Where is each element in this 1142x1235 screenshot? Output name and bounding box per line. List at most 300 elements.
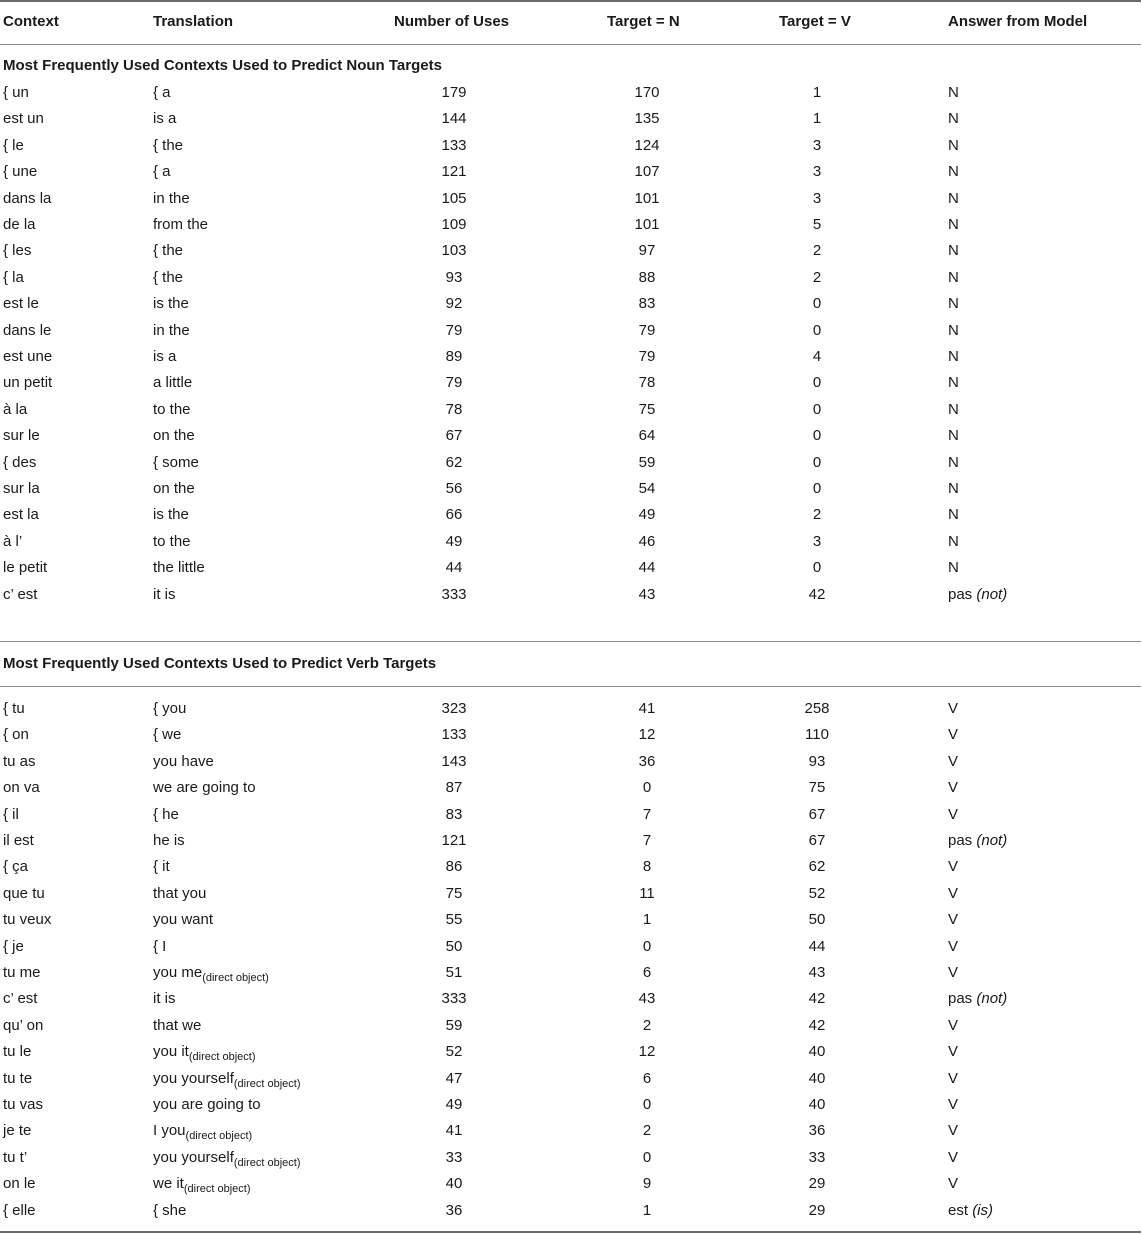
target-v-cell: 67	[808, 805, 826, 823]
context-cell: on va	[3, 779, 40, 797]
translation-cell	[153, 133, 183, 159]
answer-cell	[948, 934, 958, 960]
answer-cell	[948, 291, 959, 317]
answer-cell	[948, 159, 959, 185]
table-row	[0, 133, 1142, 159]
target-n-cell: 0	[642, 1096, 652, 1113]
answer-cell	[948, 1066, 958, 1092]
header-target-v: Target = V	[779, 13, 851, 30]
target-v-cell: 33	[808, 1148, 826, 1166]
table-bottom-rule	[0, 1231, 1141, 1233]
header-target-n: Target = N	[607, 13, 680, 30]
translation-cell	[153, 370, 192, 396]
number-of-uses-cell: 333	[441, 990, 467, 1008]
translation-text: he is	[153, 832, 185, 849]
table-row	[0, 722, 1142, 748]
context-cell: tu t’	[3, 1148, 28, 1166]
target-n-cell: 79	[638, 348, 656, 365]
answer-text: V	[948, 1148, 959, 1166]
target-v-cell: 29	[808, 1175, 826, 1193]
target-v-cell: 40	[808, 1043, 826, 1061]
translation-text: from the	[153, 216, 209, 233]
translation-cell	[153, 1013, 201, 1039]
number-of-uses-cell: 79	[445, 374, 463, 392]
target-n-cell: 46	[638, 532, 656, 550]
target-v-cell: 2	[812, 268, 822, 286]
number-of-uses-cell: 121	[441, 163, 467, 181]
number-of-uses-cell: 89	[445, 348, 463, 365]
number-of-uses-cell: 52	[445, 1043, 463, 1061]
number-of-uses-cell: 323	[441, 700, 467, 717]
answer-text: V	[948, 964, 959, 981]
answer-cell	[948, 582, 1007, 608]
translation-cell	[153, 265, 183, 291]
target-n-cell: 0	[642, 779, 652, 797]
target-v-cell: 42	[808, 1016, 826, 1034]
answer-cell	[948, 370, 959, 396]
translation-text: we are going to	[153, 779, 256, 797]
answer-cell	[948, 696, 958, 722]
context-cell: de la	[3, 216, 36, 233]
context-cell: tu te	[3, 1069, 33, 1087]
translation-cell	[153, 318, 190, 344]
translation-cell	[153, 802, 179, 828]
target-v-cell: 0	[812, 295, 822, 313]
translation-cell	[153, 907, 213, 933]
number-of-uses-cell: 78	[445, 400, 463, 418]
table-header-row	[0, 9, 1142, 35]
number-of-uses-cell: 103	[441, 242, 467, 260]
table-row	[0, 344, 1142, 370]
target-v-cell: 258	[804, 700, 830, 717]
answer-text: V	[948, 937, 959, 955]
translation-cell	[153, 1092, 261, 1118]
table-row	[0, 186, 1142, 212]
answer-text: V	[948, 1175, 959, 1193]
answer-cell	[948, 476, 959, 502]
context-cell: est la	[3, 506, 39, 524]
answer-cell	[948, 854, 958, 880]
number-of-uses-cell: 79	[445, 321, 463, 339]
answer-text: N	[948, 189, 959, 207]
answer-text: N	[948, 427, 959, 445]
target-n-cell: 88	[638, 268, 656, 286]
table-row	[0, 828, 1142, 854]
header-rule	[0, 44, 1141, 45]
answer-cell	[948, 907, 958, 933]
translation-subscript: (direct object)	[202, 972, 269, 984]
answer-cell	[948, 1039, 958, 1065]
target-n-cell: 41	[638, 700, 656, 717]
translation-cell	[153, 212, 208, 238]
answer-cell	[948, 265, 959, 291]
target-v-cell: 0	[812, 321, 822, 339]
translation-subscript: (direct object)	[233, 1156, 301, 1169]
context-cell: { je	[3, 937, 24, 955]
translation-text: { you	[153, 700, 187, 717]
answer-text: N	[948, 268, 959, 286]
answer-cell	[948, 106, 959, 132]
translation-text: it is	[153, 585, 176, 603]
answer-cell	[948, 1171, 958, 1197]
answer-cell	[948, 749, 958, 775]
table-row	[0, 450, 1142, 476]
number-of-uses-cell: 55	[445, 911, 463, 929]
target-n-cell: 101	[634, 189, 660, 207]
answer-text: V	[948, 1069, 959, 1087]
answer-text: pas	[948, 832, 977, 849]
translation-cell	[153, 80, 171, 106]
answer-cell	[948, 722, 958, 748]
table-row	[0, 582, 1142, 608]
table-row	[0, 986, 1142, 1012]
table-row	[0, 80, 1142, 106]
target-v-cell: 110	[805, 726, 829, 744]
target-v-cell: 40	[808, 1069, 826, 1087]
number-of-uses-cell: 56	[445, 480, 463, 497]
target-v-cell: 0	[812, 453, 822, 471]
target-n-cell: 135	[634, 110, 660, 128]
answer-gloss: (is)	[972, 1201, 994, 1219]
translation-text: { it	[153, 858, 170, 876]
table-row	[0, 397, 1142, 423]
translation-text: { I	[153, 937, 167, 955]
context-cell: c’ est	[3, 990, 38, 1008]
translation-text: on the	[153, 427, 195, 445]
target-n-cell: 1	[642, 911, 652, 929]
answer-text: N	[948, 110, 959, 128]
table-row	[0, 291, 1142, 317]
number-of-uses-cell: 143	[441, 752, 467, 770]
translation-text: on the	[153, 480, 195, 497]
target-v-cell: 0	[812, 559, 822, 577]
target-v-cell: 42	[808, 990, 826, 1008]
context-cell: que tu	[3, 884, 45, 902]
answer-text: N	[948, 242, 959, 260]
context-cell: c’ est	[3, 585, 38, 603]
answer-cell	[948, 1145, 958, 1171]
translation-text: you are going to	[153, 1096, 261, 1113]
number-of-uses-cell: 50	[445, 937, 463, 955]
number-of-uses-cell: 47	[445, 1069, 463, 1087]
target-v-cell: 40	[808, 1096, 826, 1113]
answer-text: V	[948, 726, 959, 744]
target-n-cell: 0	[642, 937, 652, 955]
target-n-cell: 170	[634, 84, 660, 101]
target-n-cell: 12	[638, 726, 656, 744]
translation-subscript: (direct object)	[185, 1130, 253, 1143]
table-row	[0, 696, 1142, 722]
answer-text: N	[948, 348, 959, 365]
translation-text: { the	[153, 268, 184, 286]
target-n-cell: 7	[642, 805, 652, 823]
target-n-cell: 6	[642, 1069, 652, 1087]
target-n-cell: 7	[642, 832, 652, 849]
context-cell: { la	[3, 268, 24, 286]
target-n-cell: 79	[638, 321, 656, 339]
answer-text: N	[948, 506, 959, 524]
context-cell: { les	[3, 242, 32, 260]
translation-text: { he	[153, 805, 179, 823]
answer-cell	[948, 986, 1007, 1012]
translation-text: the little	[153, 559, 205, 577]
target-v-cell: 2	[812, 506, 822, 524]
translation-text: it is	[153, 990, 176, 1008]
answer-cell	[948, 423, 959, 449]
translation-text: a little	[153, 374, 193, 392]
table-row	[0, 265, 1142, 291]
translation-cell	[153, 476, 195, 502]
translation-cell	[153, 159, 171, 185]
target-v-cell: 0	[812, 427, 822, 445]
target-n-cell: 36	[638, 752, 656, 770]
answer-cell	[948, 960, 958, 986]
target-v-cell: 2	[812, 242, 822, 260]
context-cell: je te	[3, 1122, 32, 1140]
answer-cell	[948, 186, 959, 212]
context-cell: sur la	[3, 480, 40, 497]
number-of-uses-cell: 49	[445, 1096, 463, 1113]
translation-text: to the	[153, 400, 191, 418]
target-n-cell: 124	[634, 136, 660, 154]
answer-gloss: (not)	[976, 990, 1008, 1008]
answer-text: V	[948, 858, 959, 876]
table-row	[0, 1013, 1142, 1039]
number-of-uses-cell: 92	[445, 295, 463, 313]
translation-text: { a	[153, 84, 171, 101]
translation-text: { we	[153, 726, 182, 744]
context-cell: il est	[3, 832, 34, 849]
answer-cell	[948, 1092, 958, 1118]
target-n-cell: 9	[642, 1175, 652, 1193]
answer-text: N	[948, 216, 959, 233]
answer-text: N	[948, 453, 959, 471]
translation-text: in the	[153, 189, 190, 207]
header-context: Context	[3, 13, 59, 30]
translation-subscript: (direct object)	[183, 1183, 251, 1196]
context-cell: est un	[3, 110, 44, 128]
context-cell: un petit	[3, 374, 53, 392]
answer-cell	[948, 529, 959, 555]
translation-cell	[153, 749, 214, 775]
target-n-cell: 75	[638, 400, 656, 418]
answer-text: N	[948, 374, 959, 392]
table-row	[0, 881, 1142, 907]
table-row	[0, 476, 1142, 502]
target-n-cell: 12	[638, 1043, 656, 1061]
translation-text: you yourself	[153, 1069, 234, 1087]
target-v-cell: 62	[808, 858, 826, 876]
context-cell: à la	[3, 400, 28, 418]
translation-cell	[153, 423, 195, 449]
answer-text: pas	[948, 585, 977, 603]
target-n-cell: 101	[634, 216, 660, 233]
number-of-uses-cell: 66	[445, 506, 463, 524]
table-row	[0, 529, 1142, 555]
number-of-uses-cell: 83	[445, 805, 463, 823]
translation-text: you have	[153, 752, 214, 770]
translation-cell	[153, 881, 206, 907]
context-cell: dans la	[3, 189, 52, 207]
translation-text: in the	[153, 321, 190, 339]
context-cell: on le	[3, 1175, 36, 1193]
table-row	[0, 907, 1142, 933]
context-cell: tu veux	[3, 911, 52, 929]
answer-text: V	[948, 884, 959, 902]
table-row	[0, 1198, 1142, 1224]
target-n-cell: 11	[639, 884, 655, 902]
target-v-cell: 0	[812, 374, 822, 392]
number-of-uses-cell: 333	[441, 585, 467, 603]
target-v-cell: 29	[808, 1201, 826, 1219]
target-n-cell: 0	[642, 1148, 652, 1166]
answer-text: N	[948, 400, 959, 418]
number-of-uses-cell: 75	[445, 884, 463, 902]
table-row	[0, 1118, 1142, 1144]
target-n-cell: 97	[638, 242, 656, 260]
context-cell: le petit	[3, 559, 48, 577]
translation-subscript: (direct object)	[233, 1077, 301, 1090]
number-of-uses-cell: 179	[441, 84, 467, 101]
translation-cell	[153, 828, 185, 854]
number-of-uses-cell: 87	[445, 779, 463, 797]
answer-text: V	[948, 700, 959, 717]
table-row	[0, 854, 1142, 880]
translation-text: is the	[153, 506, 189, 524]
target-n-cell: 83	[638, 295, 656, 313]
context-cell: à l’	[3, 532, 23, 550]
target-v-cell: 36	[808, 1122, 826, 1140]
table-row	[0, 1145, 1142, 1171]
target-v-cell: 3	[812, 163, 822, 181]
number-of-uses-cell: 49	[445, 532, 463, 550]
table-row	[0, 423, 1142, 449]
answer-text: V	[948, 752, 959, 770]
translation-text: is a	[153, 110, 177, 128]
table-row	[0, 1171, 1142, 1197]
number-of-uses-cell: 109	[441, 216, 467, 233]
translation-cell	[153, 555, 205, 581]
target-v-cell: 5	[812, 216, 822, 233]
target-n-cell: 64	[638, 427, 656, 445]
translation-text: is a	[153, 348, 177, 365]
number-of-uses-cell: 121	[441, 832, 467, 849]
answer-cell	[948, 1118, 958, 1144]
translation-text: you want	[153, 911, 214, 929]
translation-cell	[153, 582, 176, 608]
translation-cell	[153, 238, 183, 264]
target-n-cell: 2	[642, 1016, 652, 1034]
table-row	[0, 370, 1142, 396]
context-cell: { ça	[3, 858, 29, 876]
number-of-uses-cell: 133	[441, 136, 467, 154]
translation-cell	[153, 722, 181, 748]
translation-cell	[153, 1198, 186, 1224]
number-of-uses-cell: 144	[441, 110, 467, 128]
number-of-uses-cell: 41	[445, 1122, 463, 1140]
translation-cell	[153, 186, 190, 212]
answer-text: N	[948, 532, 959, 550]
translation-text: you it	[153, 1043, 189, 1061]
number-of-uses-cell: 36	[445, 1201, 463, 1219]
answer-cell	[948, 828, 1007, 854]
context-cell: sur le	[3, 427, 40, 445]
table-row	[0, 802, 1142, 828]
answer-text: V	[948, 1122, 959, 1140]
target-v-cell: 93	[808, 752, 826, 770]
target-n-cell: 54	[638, 480, 656, 497]
target-v-cell: 52	[808, 884, 826, 902]
target-v-cell: 1	[812, 84, 822, 101]
context-cell: { elle	[3, 1201, 36, 1219]
target-n-cell: 78	[638, 374, 656, 392]
answer-cell	[948, 133, 959, 159]
context-cell: tu me	[3, 964, 41, 981]
answer-text: V	[948, 1096, 959, 1113]
translation-text: { some	[153, 453, 199, 471]
translation-text: { she	[153, 1201, 187, 1219]
answer-text: V	[948, 1043, 959, 1061]
table-row	[0, 106, 1142, 132]
answer-text: N	[948, 136, 959, 154]
target-v-cell: 3	[812, 189, 822, 207]
answer-cell	[948, 397, 959, 423]
target-n-cell: 44	[638, 559, 656, 577]
target-v-cell: 43	[808, 964, 826, 981]
number-of-uses-cell: 105	[441, 189, 467, 207]
number-of-uses-cell: 67	[445, 427, 463, 445]
target-n-cell: 2	[642, 1122, 652, 1140]
target-n-cell: 43	[638, 990, 656, 1008]
header-number-of-uses: Number of Uses	[394, 13, 510, 30]
table-row	[0, 960, 1142, 986]
table-row	[0, 212, 1142, 238]
number-of-uses-cell: 93	[445, 268, 463, 286]
translation-text: I you	[153, 1122, 186, 1140]
context-cell: { un	[3, 84, 29, 101]
answer-text: N	[948, 84, 959, 101]
verb-section-title: Most Frequently Used Contexts Used to Predict Verb Targets	[3, 655, 437, 672]
target-v-cell: 75	[808, 779, 826, 797]
answer-text: N	[948, 559, 959, 577]
answer-cell	[948, 802, 958, 828]
target-n-cell: 1	[642, 1201, 652, 1219]
answer-text: N	[948, 163, 959, 181]
target-v-cell: 4	[812, 348, 822, 365]
answer-cell	[948, 881, 958, 907]
translation-text: { the	[153, 136, 184, 154]
answer-cell	[948, 80, 959, 106]
table-top-rule	[0, 0, 1141, 2]
number-of-uses-cell: 40	[445, 1175, 463, 1193]
target-v-cell: 44	[808, 937, 826, 955]
table-row	[0, 775, 1142, 801]
header-translation: Translation	[153, 13, 234, 30]
number-of-uses-cell: 86	[445, 858, 463, 876]
translation-text: that you	[153, 884, 207, 902]
translation-text: you me	[153, 964, 203, 981]
translation-text: you yourself	[153, 1148, 234, 1166]
target-n-cell: 8	[642, 858, 652, 876]
answer-text: N	[948, 321, 959, 339]
answer-text: V	[948, 779, 959, 797]
table-row	[0, 555, 1142, 581]
target-n-cell: 43	[638, 585, 656, 603]
verb-section-rule	[0, 686, 1141, 687]
context-cell: dans le	[3, 321, 52, 339]
translation-text: to the	[153, 532, 191, 550]
translation-cell	[153, 450, 199, 476]
